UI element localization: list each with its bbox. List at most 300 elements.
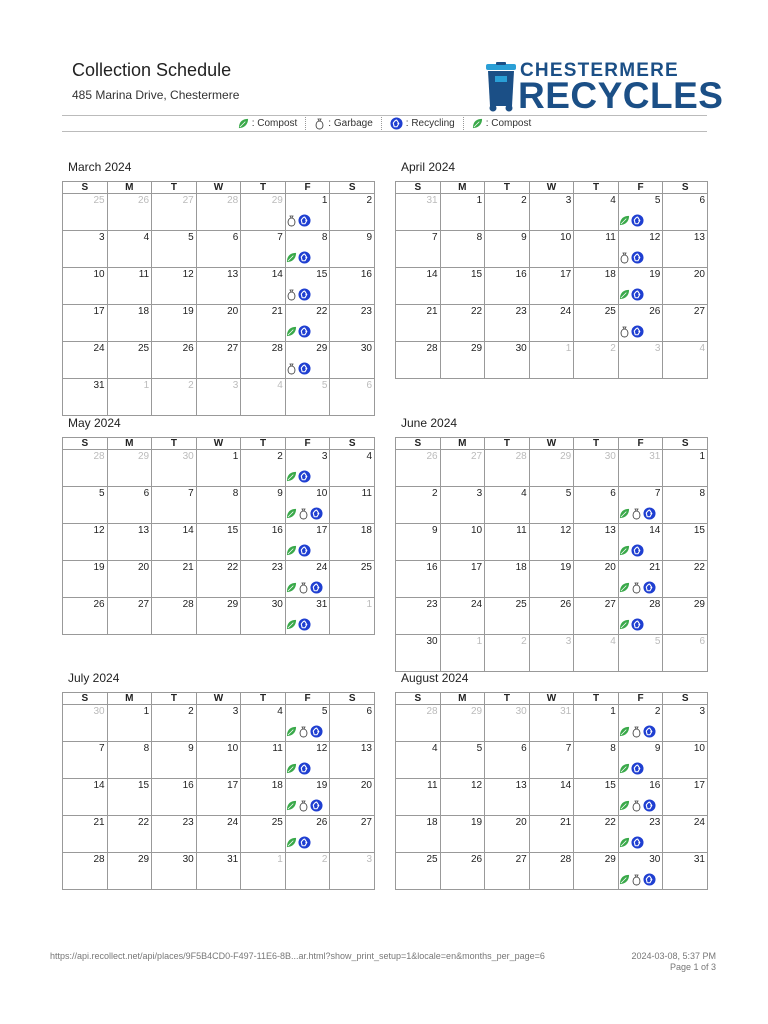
legend-label: : Garbage (328, 118, 373, 129)
day-cell (440, 705, 485, 742)
day-cell (396, 853, 441, 890)
day-number: 4 (143, 232, 150, 243)
day-number: 27 (182, 195, 194, 206)
day-number: 22 (693, 562, 705, 573)
day-cell (196, 561, 241, 598)
day-number: 30 (426, 636, 438, 647)
day-number: 26 (560, 599, 572, 610)
day-number: 9 (188, 743, 194, 754)
day-number: 23 (426, 599, 438, 610)
weekday-header: S (396, 182, 441, 194)
day-cell (285, 231, 330, 268)
recycling-icon (298, 288, 311, 301)
day-number: 1 (476, 195, 483, 206)
day-number: 2 (521, 636, 527, 647)
day-number: 15 (227, 525, 239, 536)
day-cell (396, 268, 441, 305)
week-row (63, 705, 375, 742)
day-number: 28 (649, 599, 661, 610)
recycling-icon (631, 325, 644, 338)
day-number: 30 (271, 599, 283, 610)
collection-icons (619, 288, 644, 301)
collection-icons (619, 544, 644, 557)
collection-icons (286, 325, 311, 338)
day-number: 14 (93, 780, 105, 791)
week-row (63, 450, 375, 487)
day-number: 25 (515, 599, 527, 610)
week-row (396, 305, 708, 342)
day-cell (440, 524, 485, 561)
day-number: 12 (316, 743, 328, 754)
leaf-icon (286, 619, 297, 630)
week-row (396, 268, 708, 305)
day-cell (574, 342, 619, 379)
day-number: 29 (271, 195, 283, 206)
day-number: 9 (366, 232, 372, 243)
day-cell (196, 268, 241, 305)
day-cell (196, 524, 241, 561)
day-cell (196, 705, 241, 742)
day-cell (618, 853, 663, 890)
day-number: 21 (426, 306, 438, 317)
day-number: 8 (610, 743, 616, 754)
day-number: 17 (471, 562, 483, 573)
day-number: 5 (476, 743, 483, 754)
day-number: 30 (515, 343, 527, 354)
day-number: 28 (426, 343, 438, 354)
day-cell (285, 561, 330, 598)
day-cell (330, 779, 375, 816)
logo-text-top: CHESTERMERE (520, 60, 679, 81)
day-cell (529, 561, 574, 598)
day-number: 24 (471, 599, 483, 610)
day-cell (241, 450, 286, 487)
garbage-bag-icon (286, 289, 297, 301)
day-cell (440, 598, 485, 635)
week-row (63, 342, 375, 379)
day-cell (485, 561, 530, 598)
weekday-header: S (396, 693, 441, 705)
day-cell (152, 194, 197, 231)
day-number: 11 (427, 780, 438, 791)
day-number: 30 (360, 343, 372, 354)
day-cell (196, 742, 241, 779)
legend-item (306, 117, 381, 130)
day-number: 29 (138, 854, 150, 865)
week-row (63, 305, 375, 342)
legend (62, 115, 707, 132)
weekday-header: S (663, 438, 708, 450)
day-cell (663, 268, 708, 305)
day-cell (241, 561, 286, 598)
day-cell (663, 450, 708, 487)
day-cell (63, 816, 108, 853)
weekday-header: F (618, 693, 663, 705)
collection-icons (286, 799, 323, 812)
week-row (396, 742, 708, 779)
day-number: 25 (360, 562, 372, 573)
day-number: 15 (138, 780, 150, 791)
day-number: 15 (316, 269, 328, 280)
weekday-header: F (618, 438, 663, 450)
day-cell (330, 705, 375, 742)
day-number: 11 (605, 232, 616, 243)
day-number: 20 (227, 306, 239, 317)
weekday-header: S (330, 182, 375, 194)
day-number: 23 (649, 817, 661, 828)
day-cell (107, 598, 152, 635)
collection-icons (286, 288, 311, 301)
day-number: 20 (360, 780, 372, 791)
day-number: 16 (515, 269, 527, 280)
day-number: 13 (138, 525, 150, 536)
day-number: 19 (93, 562, 105, 573)
day-cell (107, 231, 152, 268)
day-cell (196, 305, 241, 342)
weekday-header: S (330, 693, 375, 705)
chestermere-recycles-logo (484, 58, 724, 116)
garbage-bag-icon (298, 726, 309, 738)
weekday-header: S (63, 182, 108, 194)
weekday-header: S (63, 693, 108, 705)
day-cell (529, 487, 574, 524)
day-number: 31 (316, 599, 328, 610)
day-cell (574, 779, 619, 816)
recycling-icon (298, 470, 311, 483)
footer-page: Page 1 of 3 (669, 962, 716, 972)
day-cell (330, 231, 375, 268)
day-number: 24 (316, 562, 328, 573)
day-number: 3 (321, 451, 328, 462)
collection-icons (286, 618, 311, 631)
day-cell (285, 305, 330, 342)
day-cell (241, 231, 286, 268)
day-number: 17 (316, 525, 328, 536)
day-cell (241, 779, 286, 816)
weekday-header: M (107, 438, 152, 450)
day-number: 10 (93, 269, 105, 280)
day-number: 31 (560, 706, 572, 717)
day-cell (330, 816, 375, 853)
day-cell (485, 816, 530, 853)
day-number: 14 (426, 269, 438, 280)
day-cell (330, 305, 375, 342)
recycling-icon (631, 836, 644, 849)
day-number: 19 (182, 306, 194, 317)
day-cell (574, 598, 619, 635)
recycling-icon (643, 873, 656, 886)
day-number: 5 (654, 195, 661, 206)
day-number: 16 (360, 269, 372, 280)
day-number: 25 (426, 854, 438, 865)
garbage-bag-icon (631, 726, 642, 738)
day-number: 19 (316, 780, 328, 791)
day-cell (107, 342, 152, 379)
weekday-header: T (241, 438, 286, 450)
day-cell (396, 487, 441, 524)
calendar-grid (395, 692, 708, 890)
day-cell (396, 305, 441, 342)
day-cell (152, 742, 197, 779)
day-number: 18 (360, 525, 372, 536)
day-cell (396, 705, 441, 742)
day-number: 7 (432, 232, 438, 243)
weekday-header: S (663, 693, 708, 705)
day-cell (663, 487, 708, 524)
day-cell (330, 561, 375, 598)
month-calendar (395, 160, 708, 379)
day-cell (196, 194, 241, 231)
day-cell (485, 194, 530, 231)
day-number: 11 (272, 743, 283, 754)
day-cell (440, 853, 485, 890)
day-cell (440, 742, 485, 779)
weekday-header: W (529, 438, 574, 450)
day-number: 7 (99, 743, 105, 754)
day-number: 2 (277, 451, 283, 462)
leaf-icon (286, 471, 297, 482)
day-number: 18 (271, 780, 283, 791)
week-row (63, 816, 375, 853)
day-cell (574, 816, 619, 853)
day-cell (107, 742, 152, 779)
day-cell (663, 635, 708, 672)
day-cell (63, 524, 108, 561)
weekday-header: W (196, 693, 241, 705)
day-number: 30 (604, 451, 616, 462)
day-cell (107, 379, 152, 416)
day-cell (663, 816, 708, 853)
day-cell (63, 598, 108, 635)
day-cell (574, 853, 619, 890)
day-number: 7 (188, 488, 194, 499)
day-cell (107, 194, 152, 231)
day-cell (618, 450, 663, 487)
day-cell (663, 524, 708, 561)
day-cell (574, 561, 619, 598)
day-number: 23 (271, 562, 283, 573)
leaf-icon (286, 763, 297, 774)
footer-date: 2024-03-08, 5:37 PM (631, 951, 716, 961)
day-cell (574, 450, 619, 487)
day-cell (618, 561, 663, 598)
day-number: 27 (471, 451, 483, 462)
recycling-icon (298, 325, 311, 338)
day-cell (440, 231, 485, 268)
day-number: 21 (271, 306, 283, 317)
day-cell (63, 742, 108, 779)
day-number: 1 (277, 854, 283, 865)
day-number: 3 (699, 706, 705, 717)
day-cell (196, 342, 241, 379)
day-number: 4 (277, 380, 283, 391)
day-cell (485, 779, 530, 816)
day-number: 6 (366, 380, 372, 391)
day-number: 31 (93, 380, 105, 391)
day-cell (396, 742, 441, 779)
day-cell (196, 816, 241, 853)
day-cell (241, 194, 286, 231)
day-cell (618, 524, 663, 561)
day-cell (152, 305, 197, 342)
weekday-header: T (485, 693, 530, 705)
day-cell (241, 268, 286, 305)
recycling-icon (310, 799, 323, 812)
day-cell (529, 853, 574, 890)
day-number: 2 (610, 343, 616, 354)
day-cell (529, 816, 574, 853)
day-cell (241, 816, 286, 853)
day-cell (107, 561, 152, 598)
week-row (396, 342, 708, 379)
recycling-icon (631, 251, 644, 264)
day-cell (618, 705, 663, 742)
day-cell (663, 779, 708, 816)
weekday-header: T (485, 438, 530, 450)
week-row (396, 231, 708, 268)
day-cell (63, 342, 108, 379)
day-number: 31 (426, 195, 438, 206)
day-cell (396, 194, 441, 231)
day-cell (574, 305, 619, 342)
recycling-icon (298, 836, 311, 849)
day-number: 1 (366, 599, 372, 610)
leaf-icon (619, 582, 630, 593)
garbage-bag-icon (619, 252, 630, 264)
day-cell (485, 853, 530, 890)
day-number: 27 (693, 306, 705, 317)
day-cell (107, 853, 152, 890)
day-number: 1 (143, 380, 150, 391)
day-number: 25 (93, 195, 105, 206)
leaf-icon (286, 582, 297, 593)
day-number: 26 (426, 451, 438, 462)
day-cell (485, 268, 530, 305)
day-cell (63, 779, 108, 816)
recycling-icon (298, 362, 311, 375)
day-number: 6 (143, 488, 150, 499)
day-number: 25 (604, 306, 616, 317)
leaf-icon (286, 508, 297, 519)
day-number: 10 (471, 525, 483, 536)
legend-item (230, 117, 307, 130)
day-cell (152, 379, 197, 416)
collection-icons (286, 725, 323, 738)
day-number: 27 (360, 817, 372, 828)
recycling-icon (298, 251, 311, 264)
day-number: 25 (271, 817, 283, 828)
day-number: 30 (182, 854, 194, 865)
day-number: 26 (316, 817, 328, 828)
day-cell (618, 779, 663, 816)
day-cell (663, 305, 708, 342)
week-row (396, 487, 708, 524)
day-cell (241, 853, 286, 890)
day-cell (241, 598, 286, 635)
day-number: 5 (565, 488, 572, 499)
leaf-icon (619, 837, 630, 848)
day-number: 19 (560, 562, 572, 573)
day-number: 2 (188, 706, 194, 717)
day-cell (196, 598, 241, 635)
day-number: 3 (99, 232, 105, 243)
day-cell (529, 268, 574, 305)
day-cell (285, 742, 330, 779)
day-number: 3 (232, 380, 239, 391)
day-number: 23 (360, 306, 372, 317)
day-cell (196, 231, 241, 268)
day-number: 29 (604, 854, 616, 865)
day-number: 15 (471, 269, 483, 280)
day-number: 8 (476, 232, 483, 243)
day-cell (330, 268, 375, 305)
week-row (396, 598, 708, 635)
collection-icons (619, 799, 656, 812)
day-cell (618, 598, 663, 635)
calendar-grid (62, 437, 375, 635)
day-cell (618, 742, 663, 779)
day-cell (529, 194, 574, 231)
day-number: 28 (560, 854, 572, 865)
day-number: 27 (604, 599, 616, 610)
day-number: 18 (604, 269, 616, 280)
day-number: 9 (432, 525, 438, 536)
day-number: 8 (699, 488, 705, 499)
leaf-icon (286, 726, 297, 737)
day-number: 6 (610, 488, 616, 499)
garbage-bag-icon (286, 215, 297, 227)
day-cell (529, 450, 574, 487)
day-number: 31 (227, 854, 239, 865)
day-cell (663, 705, 708, 742)
day-number: 1 (143, 706, 150, 717)
collection-icons (619, 325, 644, 338)
garbage-bag-icon (298, 800, 309, 812)
week-row (63, 379, 375, 416)
day-number: 29 (560, 451, 572, 462)
day-cell (440, 561, 485, 598)
month-title: June 2024 (401, 416, 458, 430)
collection-icons (286, 762, 311, 775)
leaf-icon (619, 508, 630, 519)
day-cell (330, 342, 375, 379)
day-cell (63, 231, 108, 268)
recycling-icon (631, 288, 644, 301)
day-number: 29 (138, 451, 150, 462)
week-row (63, 742, 375, 779)
week-row (63, 598, 375, 635)
day-cell (529, 305, 574, 342)
leaf-icon (619, 215, 630, 226)
day-number: 10 (560, 232, 572, 243)
day-cell (63, 853, 108, 890)
weekday-header: W (196, 438, 241, 450)
day-number: 21 (93, 817, 105, 828)
day-cell (618, 342, 663, 379)
day-number: 26 (649, 306, 661, 317)
day-cell (485, 635, 530, 672)
day-number: 26 (93, 599, 105, 610)
day-number: 10 (316, 488, 328, 499)
week-row (396, 779, 708, 816)
day-cell (107, 816, 152, 853)
day-number: 26 (138, 195, 150, 206)
week-row (63, 194, 375, 231)
day-cell (152, 816, 197, 853)
day-cell (330, 524, 375, 561)
day-cell (529, 635, 574, 672)
day-number: 30 (515, 706, 527, 717)
